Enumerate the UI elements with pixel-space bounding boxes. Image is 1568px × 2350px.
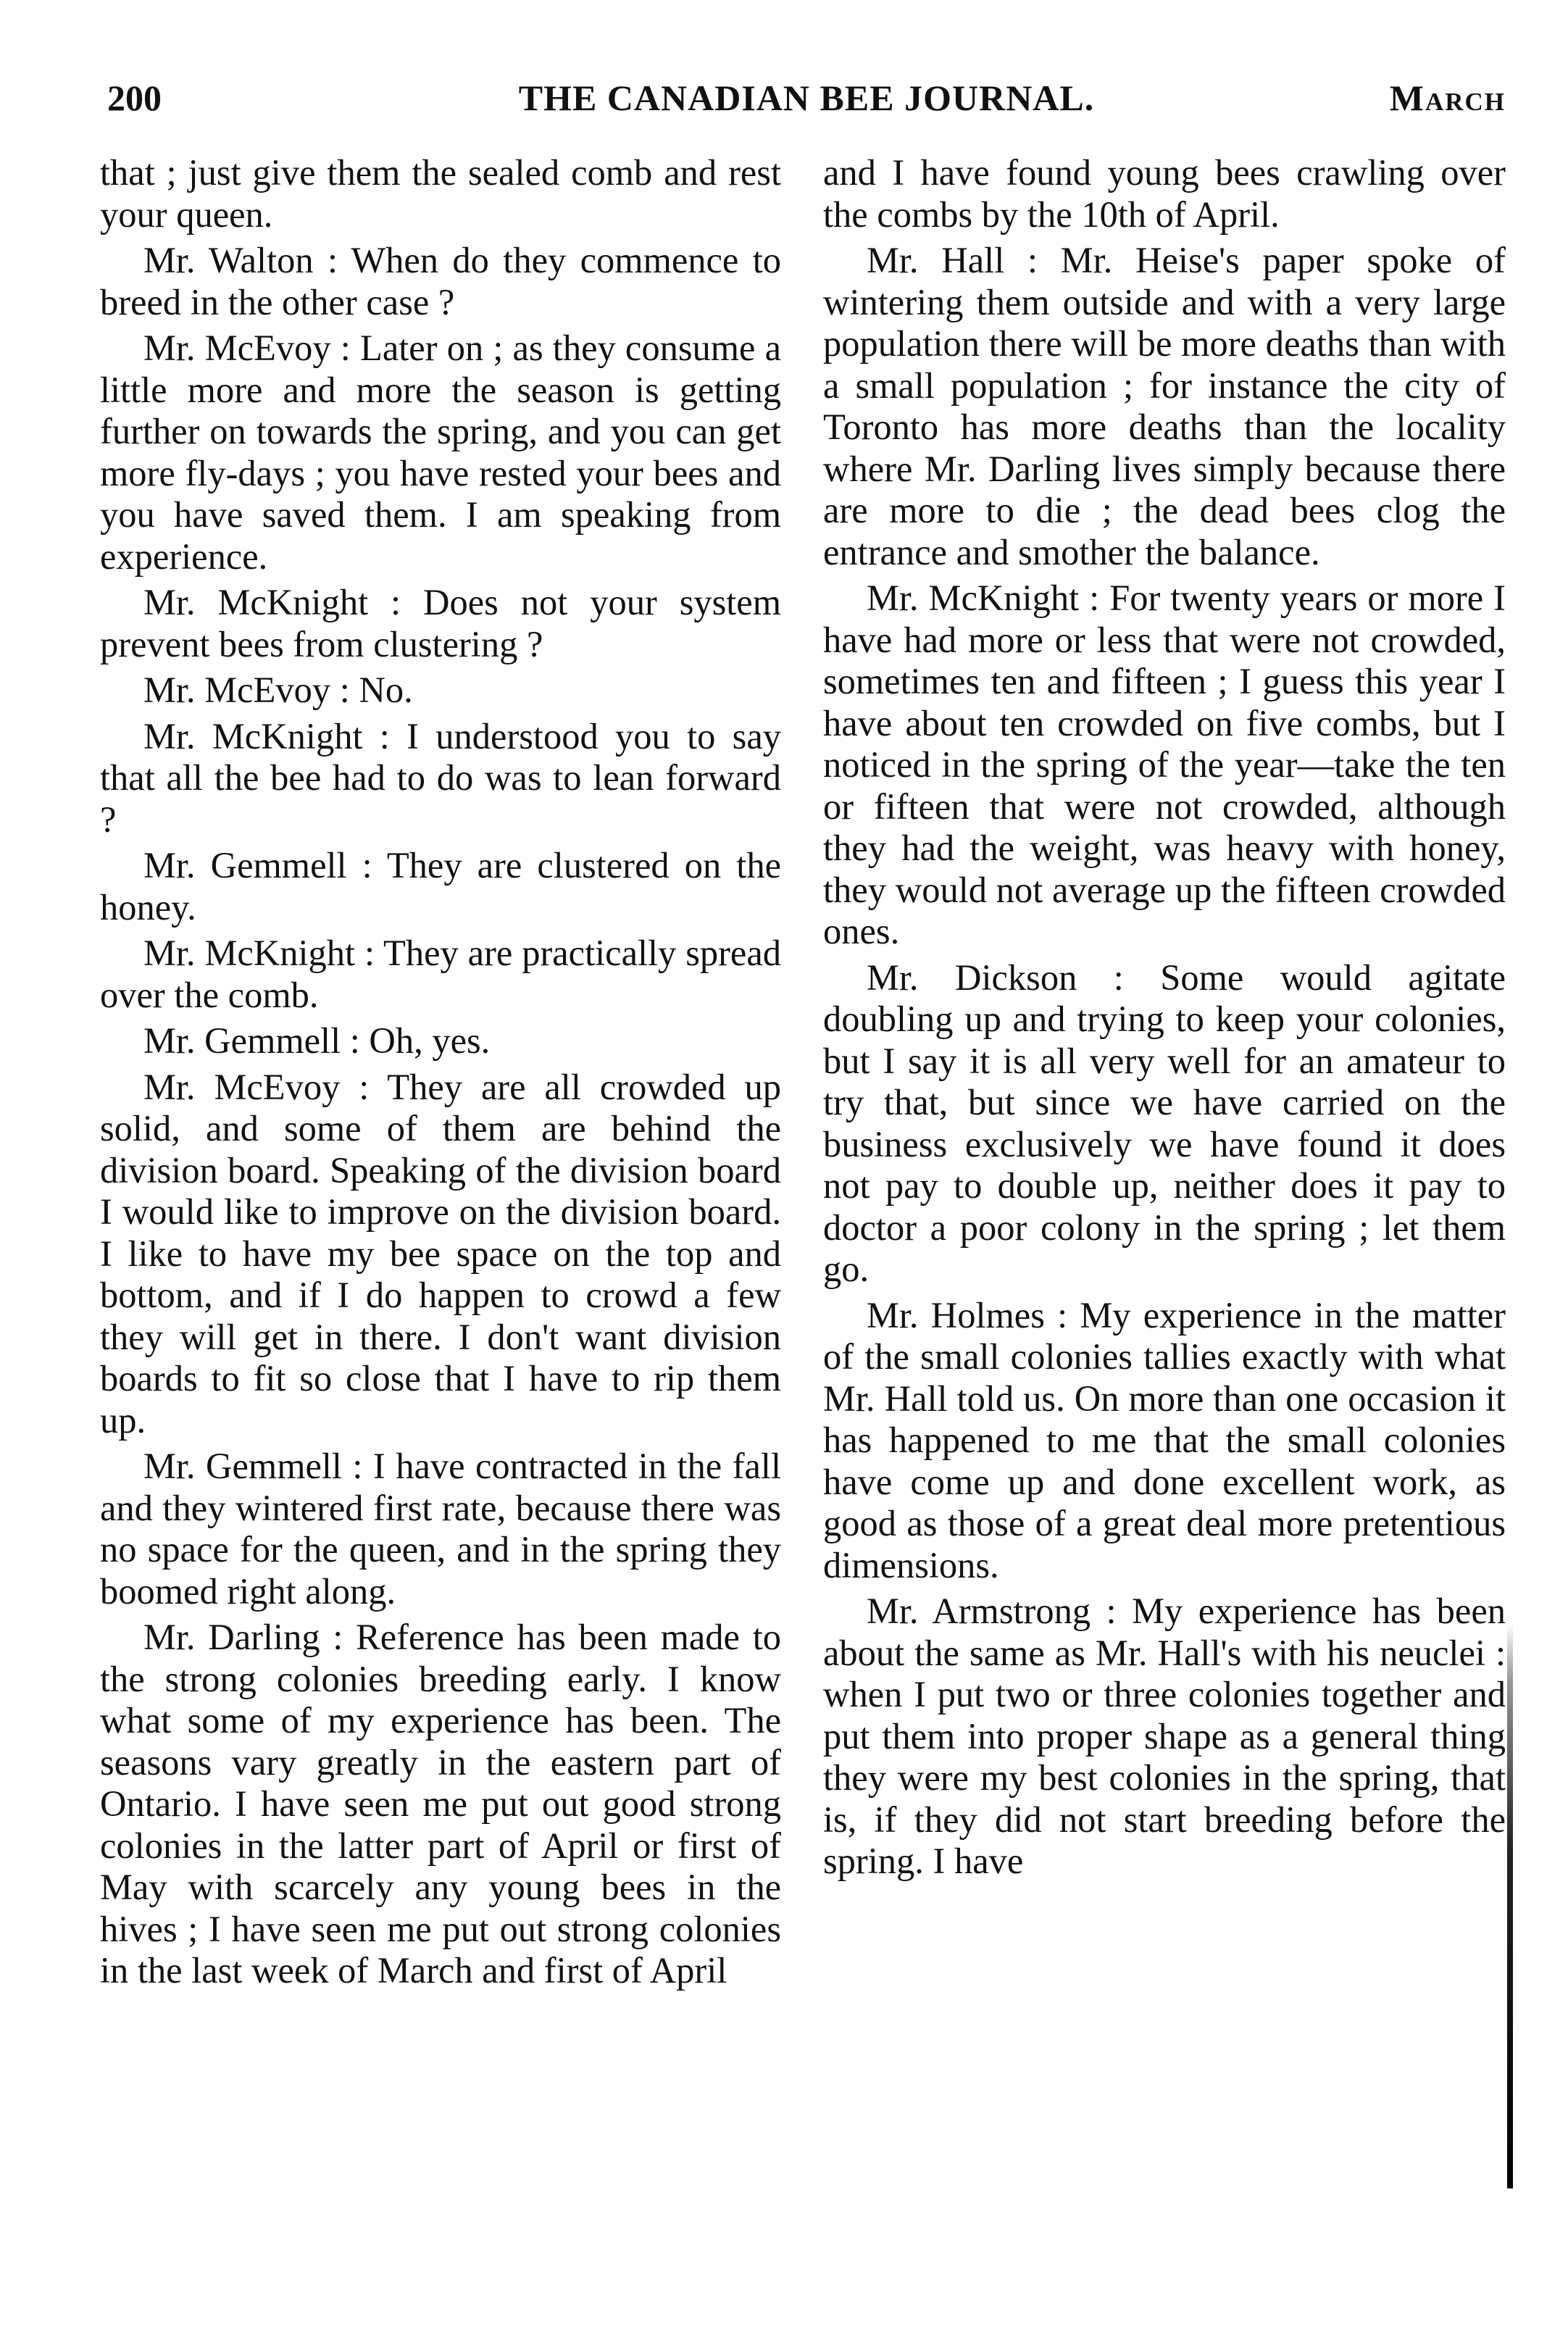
left-column: [100, 152, 781, 1996]
paragraph: Mr. Dickson : Some would agitate doubling up and trying to keep your colonies, but I say it is all very well for an amateur to try that, but since we have carried on the business exclusively we have found it does not pay to double up, neither does it pay to doctor a poor colony in the spring ; let them go.: [823, 957, 1506, 1289]
paragraph: Mr. McEvoy : Later on ; as they consume a little more and more the season is getting further on towards the spring, and you can get more fly-days ; you have rested your bees and you have saved them. I am speaking from experience.: [100, 328, 781, 577]
journal-title: THE CANADIAN BEE JOURNAL.: [518, 78, 1095, 118]
paragraph: Mr. Gemmell : I have contracted in the fall and they wintered first rate, because there was no space for the queen, and in the spring they boomed right along.: [100, 1446, 781, 1612]
running-header: [107, 72, 1506, 123]
paragraph: Mr. Holmes : My experience in the matter of the small colonies tallies exactly with what Mr. Hall told us. On more than one occasion it has happened to me that the small colonies have come up and done excellent work, as good as those of a great deal more pretentious dimensions.: [823, 1294, 1506, 1586]
header-month: March: [1389, 78, 1506, 118]
paragraph: Mr. McKnight : For twenty years or more I have had more or less that were not crowded, sometimes ten and fifteen ; I guess this year I have about ten crowded on five combs, but I noticed in the spring of the year—take the ten or fifteen that were not crowded, although they had the weight, was heavy with honey, they would not average up the fifteen crowded ones.: [823, 578, 1506, 951]
paragraph: Mr. Hall : Mr. Heise's paper spoke of wintering them outside and with a very large population there will be more deaths than with a small population ; for instance the city of Toronto has more deaths than the locality where Mr. Darling lives simply because there are more to die ; the dead bees clog the entrance and smother the balance.: [823, 240, 1506, 572]
paragraph: Mr. Darling : Reference has been made to the strong colonies breeding early. I know what some of my experience has been. The seasons vary greatly in the eastern part of Ontario. I have seen me put out good strong colonies in the latter part of April or first of May with scarcely any young bees in the hives ; I have seen me put out strong colonies in the last week of March and first of April: [100, 1617, 781, 1991]
paragraph: Mr. McKnight : They are practically spread over the comb.: [100, 933, 781, 1015]
paragraph: Mr. McKnight : Does not your system prevent bees from clustering ?: [100, 582, 781, 664]
right-column: [823, 152, 1506, 1887]
paragraph: Mr. McKnight : I understood you to say that all the bee had to do was to lean forward ?: [100, 715, 781, 840]
scan-edge-shadow: [1507, 1623, 1513, 2188]
paragraph: Mr. Walton : When do they commence to breed in the other case ?: [100, 240, 781, 322]
paragraph: Mr. Gemmell : Oh, yes.: [143, 1020, 491, 1061]
page-number: 200: [107, 78, 162, 118]
paragraph: Mr. McEvoy : They are all crowded up solid, and some of them are behind the division board. Speaking of the division board I would like to improve on the division board. I like to have my bee space on the top and bottom, and if I do happen to crowd a few they will get in there. I don't want division boards to fit so close that I have to rip them up.: [100, 1066, 781, 1441]
paragraph: Mr. Gemmell : They are clustered on the honey.: [100, 845, 781, 928]
paragraph: and I have found young bees crawling over the combs by the 10th of April.: [823, 152, 1506, 235]
paragraph: Mr. Armstrong : My experience has been about the same as Mr. Hall's with his neuclei : when I put two or three colonies together and put them into proper shape as a general thing they were my best colonies in the spring, that is, if they did not start breeding before the spring. I have: [823, 1591, 1506, 1881]
paragraph: Mr. McEvoy : No.: [143, 670, 413, 710]
paragraph: that ; just give them the sealed comb and rest your queen.: [100, 152, 781, 235]
